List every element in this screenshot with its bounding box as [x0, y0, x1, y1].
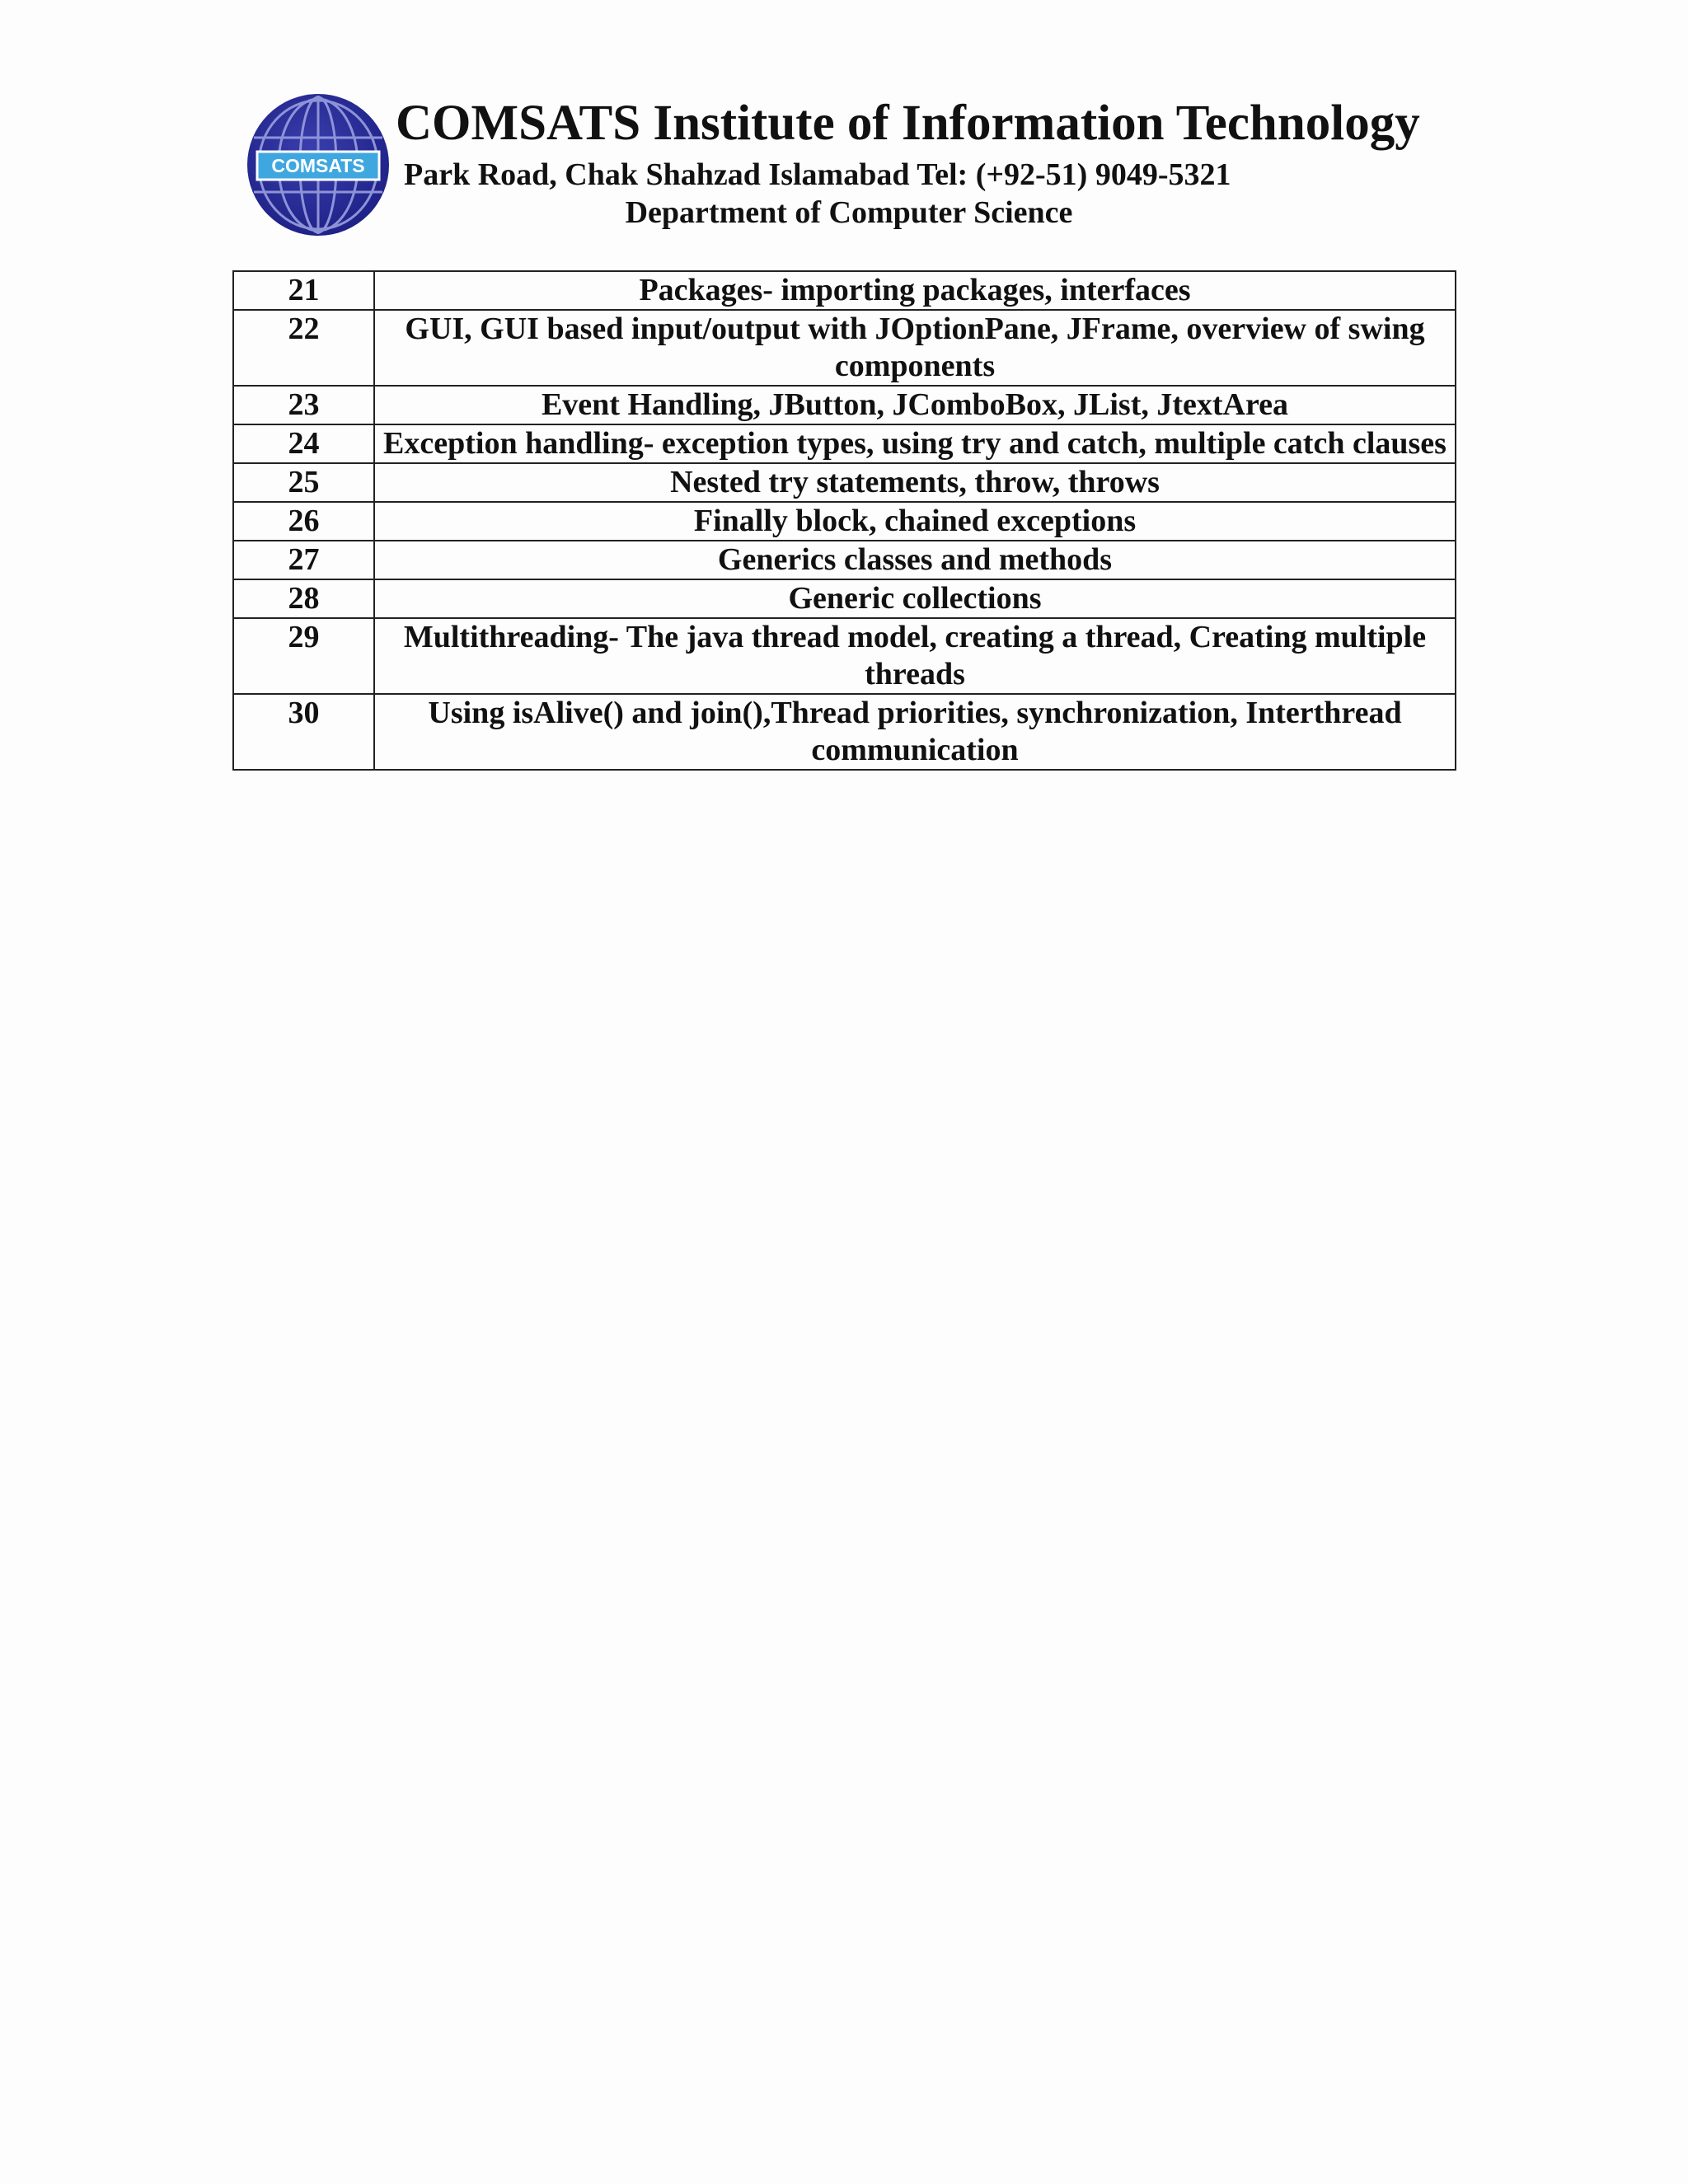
lecture-number: 28 [233, 579, 374, 618]
lecture-topic: Generic collections [374, 579, 1456, 618]
department-name: Department of Computer Science [625, 195, 1073, 230]
comsats-logo [246, 92, 391, 237]
lecture-number: 21 [233, 271, 374, 310]
lecture-number: 24 [233, 424, 374, 463]
lecture-number: 23 [233, 386, 374, 424]
institute-address: Park Road, Chak Shahzad Islamabad Tel: (+92-51) 9049-5321 [404, 157, 1231, 192]
table-row [233, 541, 1456, 579]
table-row [233, 694, 1456, 770]
table-row [233, 579, 1456, 618]
lecture-number: 25 [233, 463, 374, 502]
lecture-number: 29 [233, 618, 374, 694]
lecture-topic: Generics classes and methods [374, 541, 1456, 579]
lecture-topic: Nested try statements, throw, throws [374, 463, 1456, 502]
lecture-topic: Event Handling, JButton, JComboBox, JList, JtextArea [374, 386, 1456, 424]
lecture-topic: Using isAlive() and join(),Thread priorities, synchronization, Interthread communication [374, 694, 1456, 770]
lecture-number: 27 [233, 541, 374, 579]
lecture-topic: Packages- importing packages, interfaces [374, 271, 1456, 310]
lecture-topic: GUI, GUI based input/output with JOptionPane, JFrame, overview of swing components [374, 310, 1456, 386]
lecture-number: 22 [233, 310, 374, 386]
svg-text:COMSATS: COMSATS [271, 155, 365, 176]
document-header [0, 0, 1688, 264]
lecture-topic: Exception handling- exception types, using try and catch, multiple catch clauses [374, 424, 1456, 463]
table-row [233, 424, 1456, 463]
lecture-topic: Multithreading- The java thread model, creating a thread, Creating multiple threads [374, 618, 1456, 694]
table-row [233, 502, 1456, 541]
lecture-topic: Finally block, chained exceptions [374, 502, 1456, 541]
course-schedule-table [232, 270, 1456, 771]
table-row [233, 310, 1456, 386]
table-row [233, 463, 1456, 502]
lecture-number: 26 [233, 502, 374, 541]
lecture-number: 30 [233, 694, 374, 770]
institute-title: COMSATS Institute of Information Technology [396, 96, 1420, 151]
table-row [233, 618, 1456, 694]
table-row [233, 386, 1456, 424]
table-row [233, 271, 1456, 310]
